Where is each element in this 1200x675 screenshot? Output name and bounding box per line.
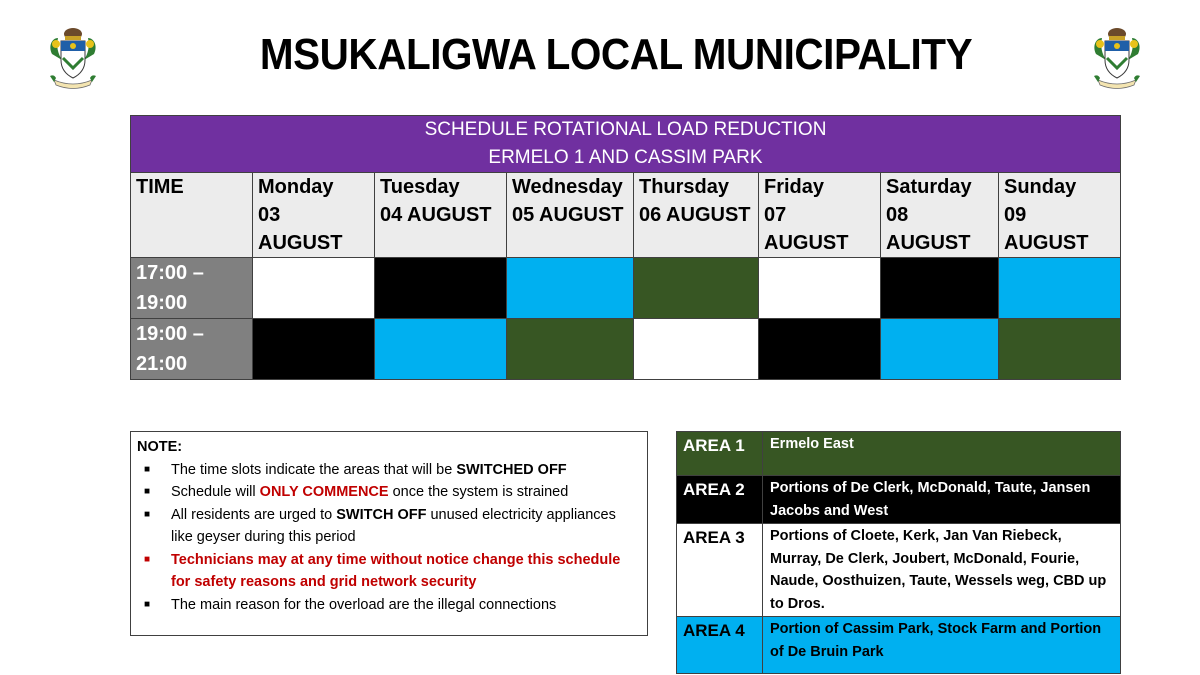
note-emphasis: ONLY COMMENCE [259,484,389,500]
schedule-header [131,116,1121,173]
area-label: AREA 3 [677,524,763,617]
day-name: Sunday [1004,176,1077,198]
day-name: Saturday [886,176,972,198]
area-label: AREA 1 [677,432,763,476]
note-text: Schedule will [171,484,260,500]
slot-cell [634,319,759,380]
time-slot-start: 17:00 – [136,262,204,284]
day-header-monday [253,173,375,258]
area-row [677,524,1121,617]
area-description: Ermelo East [763,432,1121,476]
day-date: 09 AUGUST [1004,204,1089,254]
day-date: 08 AUGUST [886,204,971,254]
note-text: unused electricity appliances like geyser during this period [171,506,616,545]
note-emphasis: SWITCHED OFF [456,461,567,478]
day-name: Friday [764,176,825,198]
schedule-subtitle: ERMELO 1 AND CASSIM PARK [488,147,763,168]
slot-cell [507,258,634,319]
day-name: Tuesday [380,176,460,198]
time-slot-label [131,319,253,380]
bullet-icon: ■ [144,463,151,475]
bullet-icon: ■ [144,508,151,520]
day-date: 05 AUGUST [512,204,624,226]
area-description: Portions of De Clerk, McDonald, Taute, Jansen Jacobs and West [763,476,1121,524]
slot-cell [881,258,999,319]
note-emphasis: SWITCH OFF [336,506,427,523]
note-text: The main reason for the overload are the illegal connections [171,596,557,613]
day-date: 06 AUGUST [639,204,751,226]
day-name: Monday [258,176,334,198]
slot-cell [999,258,1121,319]
day-header-tuesday [375,173,507,258]
area-description: Portions of Cloete, Kerk, Jan Van Riebeck, Murray, De Clerk, Joubert, McDonald, Fourie, Naude, Oosthuizen, Taute, Wessels weg, CBD up to Dros. [763,524,1121,617]
slot-cell [759,258,881,319]
slot-cell [253,319,375,380]
area-row [677,476,1121,524]
note-text: once the system is strained [388,484,569,500]
slot-cell [634,258,759,319]
time-slot-row [131,258,1121,319]
load-reduction-schedule-table [130,115,1121,380]
day-name: Thursday [639,176,730,198]
area-row [677,617,1121,674]
time-slot-start: 19:00 – [136,323,204,345]
page-title: MSUKALIGWA LOCAL MUNICIPALITY [259,30,973,79]
note-text: All residents are urged to [171,506,337,523]
area-label: AREA 2 [677,476,763,524]
slot-cell [759,319,881,380]
slot-cell [253,258,375,319]
note-text: The time slots indicate the areas that will be [171,461,457,478]
bullet-icon: ■ [144,486,151,497]
day-date: 03 AUGUST [258,204,343,254]
note-text: Technicians may at any time without notice change this schedule for safety reasons and grid network security [171,551,621,590]
note-item [137,504,641,549]
time-column-header: TIME [131,173,253,258]
bullet-icon: ■ [144,598,151,610]
time-slot-end: 21:00 [136,353,188,375]
slot-cell [881,319,999,380]
schedule-title: SCHEDULE ROTATIONAL LOAD REDUCTION [424,119,827,140]
day-name: Wednesday [512,176,623,198]
day-header-saturday [881,173,999,258]
note-box [130,431,648,636]
area-row [677,432,1121,476]
area-description: Portion of Cassim Park, Stock Farm and Portion of De Bruin Park [763,617,1121,674]
time-slot-label [131,258,253,319]
time-slot-row [131,319,1121,380]
day-header-friday [759,173,881,258]
day-date: 04 AUGUST [380,204,492,226]
day-header-thursday [634,173,759,258]
time-slot-end: 19:00 [136,292,188,314]
area-label: AREA 4 [677,617,763,674]
note-title: NOTE: [137,439,183,455]
note-item [137,481,641,504]
day-date: 07 AUGUST [764,204,849,254]
note-item [137,594,641,617]
day-header-sunday [999,173,1121,258]
note-list [137,459,641,617]
slot-cell [999,319,1121,380]
slot-cell [507,319,634,380]
slot-cell [375,258,507,319]
area-legend-table [676,431,1121,674]
note-item-warning [137,549,641,594]
note-item [137,459,641,482]
slot-cell [375,319,507,380]
day-header-wednesday [507,173,634,258]
bullet-icon: ■ [144,553,151,565]
